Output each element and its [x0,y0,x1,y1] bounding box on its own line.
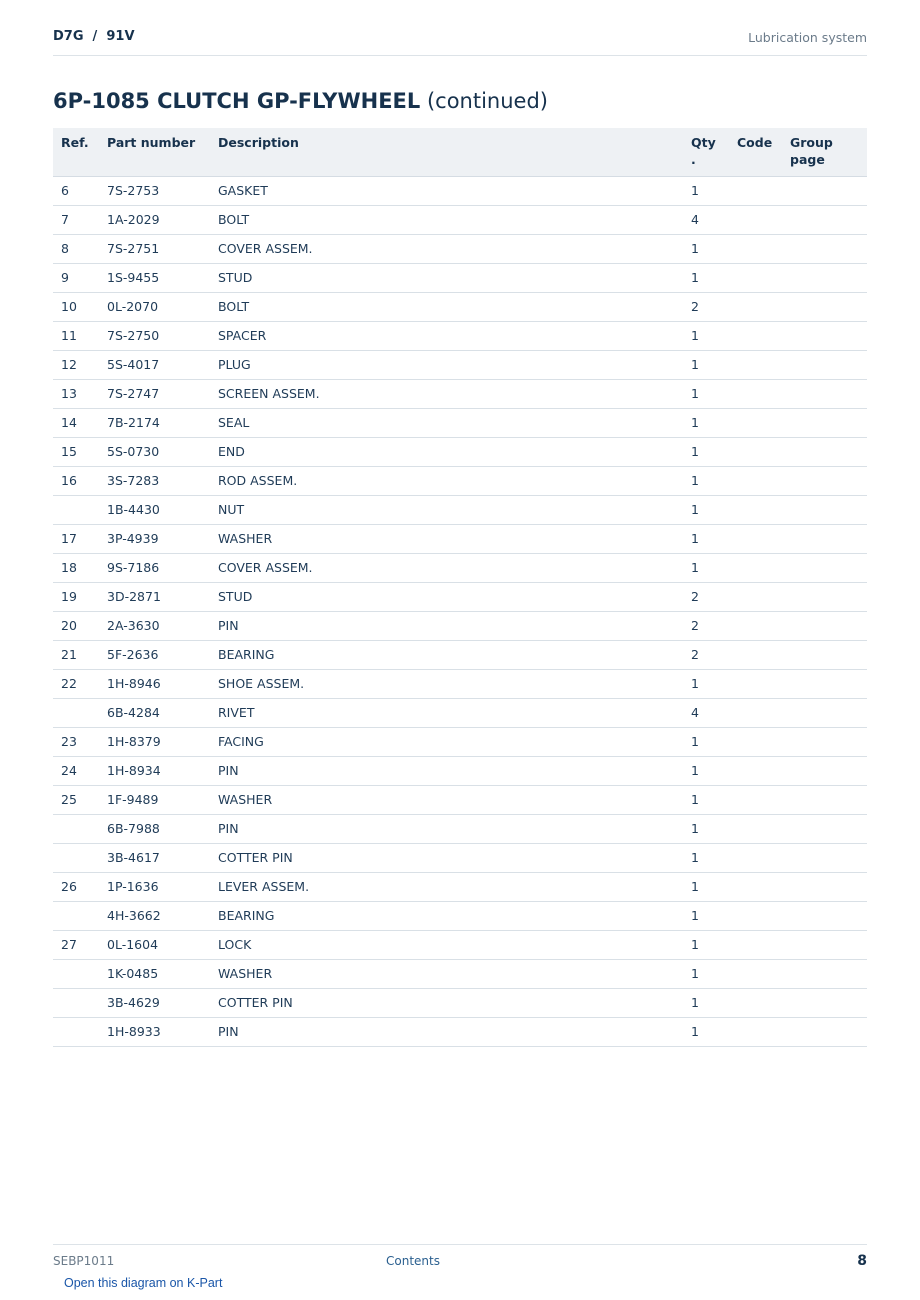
cell-description: COVER ASSEM. [210,553,683,582]
col-header-qty: Qty . [683,128,729,176]
cell-group-page [782,930,867,959]
cell-description: WASHER [210,959,683,988]
table-row [53,263,867,292]
table-row [53,495,867,524]
cell-part-number: 4H-3662 [99,901,210,930]
cell-part-number: 0L-2070 [99,292,210,321]
cell-qty: 1 [683,669,729,698]
cell-ref [53,988,99,1017]
cell-part-number: 9S-7186 [99,553,210,582]
cell-group-page [782,901,867,930]
table-row [53,843,867,872]
cell-part-number: 3D-2871 [99,582,210,611]
cell-qty: 2 [683,292,729,321]
cell-group-page [782,553,867,582]
cell-part-number: 1S-9455 [99,263,210,292]
cell-code [729,495,782,524]
cell-description: SPACER [210,321,683,350]
cell-qty: 1 [683,785,729,814]
cell-ref: 18 [53,553,99,582]
cell-group-page [782,1017,867,1046]
cell-code [729,959,782,988]
cell-code [729,1017,782,1046]
table-row [53,785,867,814]
cell-qty: 1 [683,437,729,466]
table-row [53,814,867,843]
cell-group-page [782,959,867,988]
title-suffix: (continued) [426,89,548,113]
table-header-row [53,128,867,176]
cell-qty: 2 [683,582,729,611]
cell-group-page [782,785,867,814]
cell-qty: 1 [683,176,729,205]
cell-part-number: 1A-2029 [99,205,210,234]
cell-qty: 1 [683,901,729,930]
model-label: D7G / 91V [53,29,135,44]
kpart-diagram-link[interactable]: Open this diagram on K-Part [64,1276,223,1290]
cell-group-page [782,321,867,350]
table-row [53,727,867,756]
table-row [53,1017,867,1046]
table-row [53,234,867,263]
cell-ref: 26 [53,872,99,901]
cell-description: GASKET [210,176,683,205]
cell-description: SHOE ASSEM. [210,669,683,698]
cell-ref [53,901,99,930]
cell-part-number: 5S-0730 [99,437,210,466]
cell-group-page [782,495,867,524]
cell-ref: 10 [53,292,99,321]
cell-part-number: 1P-1636 [99,872,210,901]
cell-ref: 6 [53,176,99,205]
cell-code [729,698,782,727]
cell-group-page [782,379,867,408]
page-title [53,89,548,113]
table-row [53,205,867,234]
table-row [53,988,867,1017]
cell-code [729,176,782,205]
parts-table [53,128,867,1047]
cell-part-number: 7S-2747 [99,379,210,408]
cell-ref: 22 [53,669,99,698]
cell-qty: 1 [683,727,729,756]
table-row [53,437,867,466]
cell-part-number: 7S-2751 [99,234,210,263]
cell-group-page [782,872,867,901]
cell-ref: 17 [53,524,99,553]
cell-description: FACING [210,727,683,756]
cell-part-number: 1H-8379 [99,727,210,756]
cell-part-number: 0L-1604 [99,930,210,959]
table-row [53,698,867,727]
cell-qty: 1 [683,466,729,495]
cell-ref [53,698,99,727]
cell-code [729,466,782,495]
cell-code [729,756,782,785]
cell-description: WASHER [210,785,683,814]
cell-description: BOLT [210,205,683,234]
cell-group-page [782,669,867,698]
cell-group-page [782,466,867,495]
cell-description: END [210,437,683,466]
cell-ref: 23 [53,727,99,756]
cell-code [729,321,782,350]
cell-ref [53,1017,99,1046]
cell-group-page [782,756,867,785]
cell-description: COVER ASSEM. [210,234,683,263]
col-header-description: Description [210,128,683,176]
cell-code [729,872,782,901]
cell-ref: 20 [53,611,99,640]
cell-qty: 1 [683,234,729,263]
cell-qty: 4 [683,205,729,234]
cell-code [729,611,782,640]
cell-code [729,292,782,321]
col-header-ref: Ref. [53,128,99,176]
cell-code [729,640,782,669]
cell-ref: 25 [53,785,99,814]
cell-code [729,350,782,379]
cell-qty: 1 [683,988,729,1017]
cell-description: BEARING [210,901,683,930]
cell-code [729,669,782,698]
cell-code [729,930,782,959]
cell-description: PIN [210,611,683,640]
cell-ref: 9 [53,263,99,292]
cell-code [729,437,782,466]
cell-part-number: 1K-0485 [99,959,210,988]
cell-qty: 1 [683,524,729,553]
cell-qty: 1 [683,872,729,901]
cell-description: NUT [210,495,683,524]
table-row [53,640,867,669]
cell-group-page [782,234,867,263]
cell-code [729,379,782,408]
cell-part-number: 5S-4017 [99,350,210,379]
cell-part-number: 5F-2636 [99,640,210,669]
cell-part-number: 3B-4617 [99,843,210,872]
cell-code [729,727,782,756]
cell-ref: 8 [53,234,99,263]
title-main: 6P-1085 CLUTCH GP-FLYWHEEL [53,89,421,113]
col-header-group-page: Group page [782,128,867,176]
col-header-code: Code [729,128,782,176]
cell-group-page [782,843,867,872]
cell-description: COTTER PIN [210,843,683,872]
cell-group-page [782,437,867,466]
cell-code [729,205,782,234]
cell-description: PIN [210,1017,683,1046]
cell-qty: 1 [683,321,729,350]
cell-description: SCREEN ASSEM. [210,379,683,408]
cell-code [729,553,782,582]
cell-qty: 1 [683,756,729,785]
cell-group-page [782,814,867,843]
cell-ref: 11 [53,321,99,350]
cell-ref [53,495,99,524]
cell-part-number: 6B-4284 [99,698,210,727]
page-footer [53,1244,867,1275]
cell-ref: 15 [53,437,99,466]
table-row [53,350,867,379]
cell-qty: 1 [683,350,729,379]
cell-group-page [782,582,867,611]
table-row [53,930,867,959]
cell-part-number: 3B-4629 [99,988,210,1017]
table-row [53,756,867,785]
cell-qty: 1 [683,930,729,959]
cell-code [729,263,782,292]
cell-part-number: 1F-9489 [99,785,210,814]
table-row [53,321,867,350]
cell-code [729,408,782,437]
cell-part-number: 6B-7988 [99,814,210,843]
cell-qty: 1 [683,959,729,988]
cell-description: SEAL [210,408,683,437]
section-name: Lubrication system [748,30,867,45]
cell-part-number: 1H-8933 [99,1017,210,1046]
table-row [53,872,867,901]
cell-group-page [782,640,867,669]
cell-ref [53,959,99,988]
table-row [53,582,867,611]
cell-description: BEARING [210,640,683,669]
cell-code [729,814,782,843]
cell-ref: 21 [53,640,99,669]
cell-group-page [782,524,867,553]
cell-code [729,234,782,263]
cell-part-number: 7S-2750 [99,321,210,350]
cell-description: LEVER ASSEM. [210,872,683,901]
table-row [53,176,867,205]
cell-part-number: 1B-4430 [99,495,210,524]
cell-code [729,988,782,1017]
cell-part-number: 1H-8946 [99,669,210,698]
cell-code [729,524,782,553]
cell-part-number: 7B-2174 [99,408,210,437]
table-row [53,669,867,698]
cell-qty: 1 [683,263,729,292]
cell-qty: 2 [683,611,729,640]
cell-qty: 1 [683,553,729,582]
cell-part-number: 3P-4939 [99,524,210,553]
parts-table-body [53,176,867,1046]
cell-group-page [782,350,867,379]
cell-code [729,785,782,814]
contents-link[interactable]: Contents [386,1254,440,1268]
cell-qty: 1 [683,379,729,408]
cell-ref: 13 [53,379,99,408]
table-row [53,524,867,553]
cell-ref: 19 [53,582,99,611]
cell-qty: 1 [683,1017,729,1046]
cell-qty: 2 [683,640,729,669]
cell-group-page [782,408,867,437]
col-header-part-number: Part number [99,128,210,176]
cell-description: STUD [210,582,683,611]
cell-description: PLUG [210,350,683,379]
table-row [53,553,867,582]
cell-part-number: 3S-7283 [99,466,210,495]
cell-description: STUD [210,263,683,292]
table-row [53,292,867,321]
cell-code [729,843,782,872]
cell-qty: 1 [683,408,729,437]
page-number: 8 [857,1253,867,1269]
cell-qty: 4 [683,698,729,727]
cell-group-page [782,727,867,756]
cell-group-page [782,988,867,1017]
table-row [53,611,867,640]
cell-ref: 16 [53,466,99,495]
cell-qty: 1 [683,495,729,524]
cell-description: RIVET [210,698,683,727]
table-row [53,959,867,988]
cell-description: WASHER [210,524,683,553]
cell-part-number: 7S-2753 [99,176,210,205]
cell-part-number: 1H-8934 [99,756,210,785]
page-header [53,26,867,56]
cell-ref: 7 [53,205,99,234]
cell-group-page [782,611,867,640]
cell-description: LOCK [210,930,683,959]
table-row [53,379,867,408]
table-row [53,901,867,930]
cell-description: PIN [210,756,683,785]
cell-part-number: 2A-3630 [99,611,210,640]
cell-group-page [782,698,867,727]
cell-ref: 12 [53,350,99,379]
cell-group-page [782,176,867,205]
cell-ref: 27 [53,930,99,959]
cell-description: ROD ASSEM. [210,466,683,495]
cell-qty: 1 [683,843,729,872]
cell-group-page [782,205,867,234]
cell-group-page [782,263,867,292]
cell-qty: 1 [683,814,729,843]
cell-ref [53,814,99,843]
cell-ref: 14 [53,408,99,437]
cell-description: PIN [210,814,683,843]
cell-ref: 24 [53,756,99,785]
table-row [53,408,867,437]
table-row [53,466,867,495]
document-code: SEBP1011 [53,1254,115,1268]
cell-code [729,582,782,611]
cell-group-page [782,292,867,321]
cell-description: BOLT [210,292,683,321]
cell-code [729,901,782,930]
cell-description: COTTER PIN [210,988,683,1017]
cell-ref [53,843,99,872]
